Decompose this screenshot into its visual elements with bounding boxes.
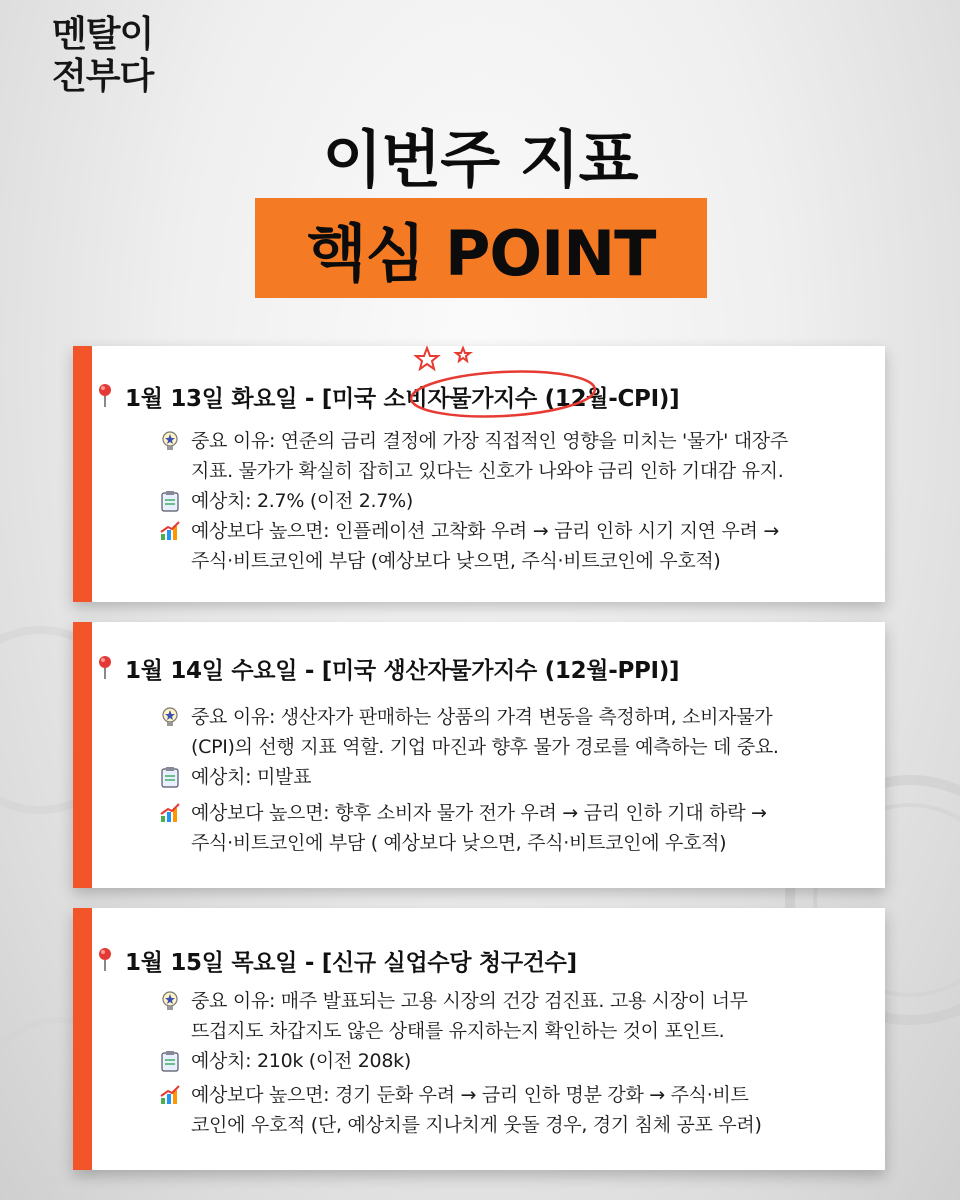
impact-row bbox=[159, 798, 863, 858]
event-heading bbox=[125, 652, 679, 685]
reason-line-1: 중요 이유: 매주 발표되는 고용 시장의 건강 검진표. 고용 시장이 너무 bbox=[191, 990, 748, 1012]
impact-line-2: 코인에 우호적 (단, 예상치를 지나치게 웃돌 경우, 경기 침체 공포 우려) bbox=[191, 1114, 762, 1136]
event-heading-text: 1월 14일 수요일 - [미국 생산자물가지수 (12월-PPI)] bbox=[125, 658, 680, 684]
forecast-row bbox=[159, 1046, 863, 1076]
event-card-cpi bbox=[73, 346, 885, 602]
pin-icon bbox=[95, 654, 115, 680]
impact-line-1: 예상보다 높으면: 향후 소비자 물가 전가 우려 → 금리 인하 기대 하락 → bbox=[191, 802, 767, 824]
impact-row bbox=[159, 1080, 863, 1140]
chart-up-icon bbox=[159, 802, 181, 824]
impact-line-2: 주식·비트코인에 부담 ( 예상보다 낮으면, 주식·비트코인에 우호적) bbox=[191, 832, 727, 854]
brand-line-2: 전부다 bbox=[52, 56, 154, 97]
lightbulb-icon bbox=[159, 706, 181, 728]
forecast-row bbox=[159, 762, 863, 792]
forecast-text: 예상치: 미발표 bbox=[191, 766, 312, 788]
reason-line-2: (CPI)의 선행 지표 역할. 기업 마진과 향후 물가 경로를 예측하는 데 중요. bbox=[191, 736, 779, 758]
brand-logo bbox=[52, 14, 153, 98]
reason-line-2: 지표. 물가가 확실히 잡히고 있다는 신호가 나와야 금리 인하 기대감 유지. bbox=[191, 460, 784, 482]
clipboard-icon bbox=[159, 766, 181, 788]
reason-line-2: 뜨겁지도 차갑지도 않은 상태를 유지하는지 확인하는 것이 포인트. bbox=[191, 1020, 725, 1042]
lightbulb-icon bbox=[159, 430, 181, 452]
chart-up-icon bbox=[159, 1084, 181, 1106]
event-card-jobless-claims bbox=[73, 908, 885, 1170]
lightbulb-icon bbox=[159, 990, 181, 1012]
impact-line-1: 예상보다 높으면: 경기 둔화 우려 → 금리 인하 명분 강화 → 주식·비트 bbox=[191, 1084, 749, 1106]
clipboard-icon bbox=[159, 490, 181, 512]
title-highlight-box bbox=[255, 198, 707, 298]
reason-row bbox=[159, 986, 863, 1046]
reason-row bbox=[159, 426, 863, 486]
clipboard-icon bbox=[159, 1050, 181, 1072]
event-heading-text: 1월 15일 목요일 - [신규 실업수당 청구건수] bbox=[125, 950, 577, 976]
pin-icon bbox=[95, 382, 115, 408]
page-subtitle: 핵심 POINT bbox=[306, 216, 656, 290]
pin-icon bbox=[95, 946, 115, 972]
page-title: 이번주 지표 bbox=[322, 123, 638, 196]
event-heading bbox=[125, 944, 577, 977]
impact-line-2: 주식·비트코인에 부담 (예상보다 낮으면, 주식·비트코인에 우호적) bbox=[191, 550, 721, 572]
reason-line-1: 중요 이유: 연준의 금리 결정에 가장 직접적인 영향을 미치는 '물가' 대장주 bbox=[191, 430, 788, 452]
event-heading-post: (12월-CPI)] bbox=[536, 386, 680, 412]
event-heading-circled: 소비자물가지수 bbox=[383, 386, 537, 412]
event-heading-pre: 1월 13일 화요일 - [미국 bbox=[125, 386, 384, 412]
reason-row bbox=[159, 702, 863, 762]
impact-row bbox=[159, 516, 863, 576]
reason-line-1: 중요 이유: 생산자가 판매하는 상품의 가격 변동을 측정하며, 소비자물가 bbox=[191, 706, 773, 728]
event-card-ppi bbox=[73, 622, 885, 888]
event-heading bbox=[125, 380, 679, 413]
chart-up-icon bbox=[159, 520, 181, 542]
forecast-text: 예상치: 2.7% (이전 2.7%) bbox=[191, 490, 413, 512]
impact-line-1: 예상보다 높으면: 인플레이션 고착화 우려 → 금리 인하 시기 지연 우려 → bbox=[191, 520, 779, 542]
brand-line-1: 멘탈이 bbox=[52, 14, 154, 55]
forecast-text: 예상치: 210k (이전 208k) bbox=[191, 1050, 411, 1072]
forecast-row bbox=[159, 486, 863, 516]
